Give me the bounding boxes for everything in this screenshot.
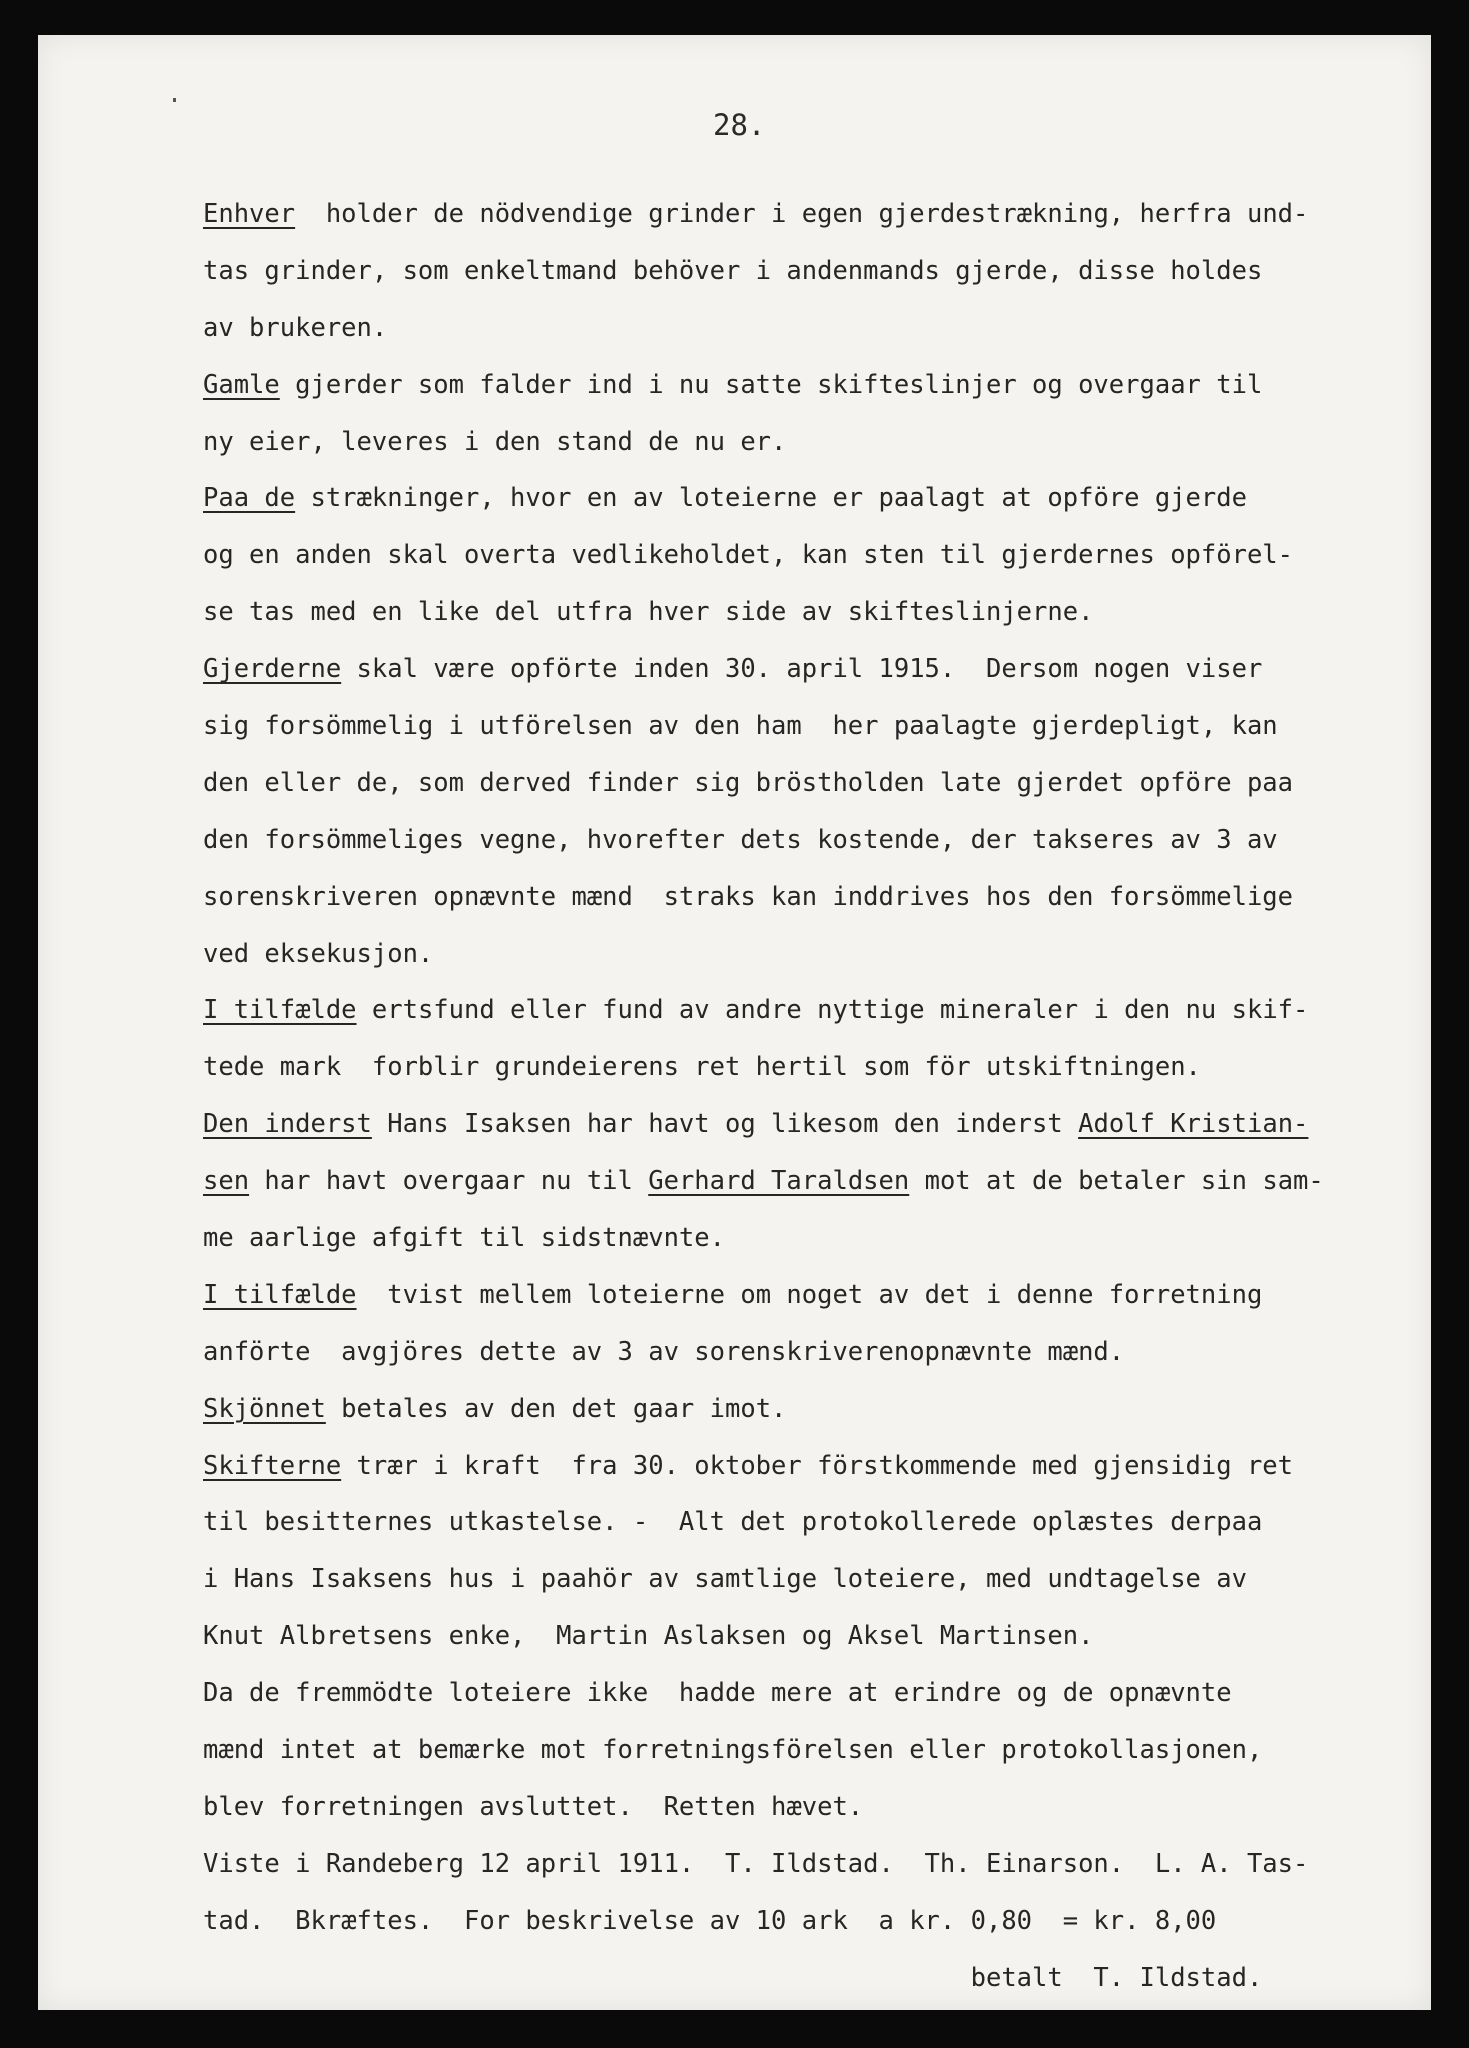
underlined-keyword: I tilfælde xyxy=(203,995,357,1026)
text-line xyxy=(203,1494,1433,1551)
text-line xyxy=(203,1267,1433,1324)
text-segment: tad. Bkræftes. For beskrivelse av 10 ark a kr. 0,80 = kr. 8,00 xyxy=(203,1905,1217,1936)
underlined-keyword: Adolf Kristian- xyxy=(1078,1109,1309,1140)
text-line xyxy=(203,300,1433,357)
text-line xyxy=(203,357,1433,414)
text-line xyxy=(203,527,1433,584)
text-line xyxy=(203,1153,1433,1210)
text-line xyxy=(203,1722,1433,1779)
text-segment: ertsfund eller fund av andre nyttige mineraler i den nu skif- xyxy=(356,995,1309,1026)
text-segment: i Hans Isaksens hus i paahör av samtlige loteiere, med undtagelse av xyxy=(203,1564,1247,1595)
underlined-keyword: Skjönnet xyxy=(203,1393,326,1424)
text-line xyxy=(203,186,1433,243)
text-segment: av brukeren. xyxy=(203,312,388,343)
text-segment: anförte avgjöres dette av 3 av sorenskriverenopnævnte mænd. xyxy=(203,1336,1125,1367)
underlined-keyword: sen xyxy=(203,1166,250,1197)
underlined-keyword: Paa de xyxy=(203,483,296,514)
underlined-keyword: Skifterne xyxy=(203,1450,342,1481)
text-line xyxy=(203,755,1433,812)
text-line xyxy=(203,1893,1433,1950)
text-segment: betales av den det gaar imot. xyxy=(325,1393,787,1424)
text-line xyxy=(203,926,1433,983)
text-segment: tas grinder, som enkeltmand behöver i andenmands gjerde, disse holdes xyxy=(203,255,1263,286)
page-number: 28. xyxy=(713,108,766,142)
text-line xyxy=(203,1950,1433,2007)
text-segment: og en anden skal overta vedlikeholdet, kan sten til gjerdernes opförel- xyxy=(203,540,1294,571)
text-segment: ny eier, leveres i den stand de nu er. xyxy=(203,426,787,457)
text-line xyxy=(203,641,1433,698)
text-line xyxy=(203,1836,1433,1893)
text-segment: tvist mellem loteierne om noget av det i denne forretning xyxy=(356,1279,1263,1310)
text-line xyxy=(203,1381,1433,1438)
text-segment: sig forsömmelig i utförelsen av den ham her paalagte gjerdepligt, kan xyxy=(203,711,1278,742)
text-segment: sorenskriveren opnævnte mænd straks kan inddrives hos den forsömmelige xyxy=(203,881,1294,912)
text-line xyxy=(203,1096,1433,1153)
text-segment: blev forretningen avsluttet. Retten hævet. xyxy=(203,1791,864,1822)
underlined-keyword: Gerhard Taraldsen xyxy=(648,1166,910,1197)
text-line xyxy=(203,470,1433,527)
text-segment: den eller de, som derved finder sig bröstholden late gjerdet opföre paa xyxy=(203,767,1294,798)
text-segment: Hans Isaksen har havt og likesom den inderst xyxy=(371,1109,1079,1140)
underlined-keyword: Enhver xyxy=(203,199,296,229)
paper-speck xyxy=(173,98,176,102)
text-segment: strækninger, hvor en av loteierne er paalagt at opföre gjerde xyxy=(295,483,1247,514)
text-line xyxy=(203,1210,1433,1267)
text-segment: Da de fremmödte loteiere ikke hadde mere at erindre og de opnævnte xyxy=(203,1678,1232,1709)
text-segment: me aarlige afgift til sidstnævnte. xyxy=(203,1223,725,1254)
text-line xyxy=(203,584,1433,641)
text-segment: Viste i Randeberg 12 april 1911. T. Ildstad. Th. Einarson. L. A. Tas- xyxy=(203,1848,1309,1879)
text-segment: skal være opförte inden 30. april 1915. Dersom nogen viser xyxy=(341,654,1263,685)
text-line xyxy=(203,1438,1433,1495)
text-line xyxy=(203,1608,1433,1665)
text-line xyxy=(203,414,1433,471)
text-segment: mot at de betaler sin sam- xyxy=(909,1166,1324,1197)
underlined-keyword: Gamle xyxy=(203,369,280,400)
text-segment: den forsömmeliges vegne, hvorefter dets kostende, der takseres av 3 av xyxy=(203,824,1278,855)
text-segment: ved eksekusjon. xyxy=(203,938,434,969)
text-segment: se tas med en like del utfra hver side av skifteslinjerne. xyxy=(203,597,1094,628)
text-line xyxy=(203,1039,1433,1096)
text-segment: tede mark forblir grundeierens ret hertil som för utskiftningen. xyxy=(203,1052,1201,1083)
text-segment: til besitternes utkastelse. - Alt det protokollerede oplæstes derpaa xyxy=(203,1507,1263,1538)
text-line xyxy=(203,1779,1433,1836)
underlined-keyword: Den inderst xyxy=(203,1109,372,1140)
text-line xyxy=(203,1551,1433,1608)
text-segment: betalt T. Ildstad. xyxy=(203,1962,1263,1993)
text-segment: holder de nödvendige grinder i egen gjerdestrækning, herfra und- xyxy=(295,199,1309,229)
text-line xyxy=(203,812,1433,869)
text-line xyxy=(203,698,1433,755)
text-line xyxy=(203,982,1433,1039)
text-segment: har havt overgaar nu til xyxy=(249,1166,649,1197)
document-body xyxy=(203,186,1433,2007)
text-segment: gjerder som falder ind i nu satte skifteslinjer og overgaar til xyxy=(279,369,1263,400)
text-line xyxy=(203,869,1433,926)
underlined-keyword: I tilfælde xyxy=(203,1279,357,1310)
underlined-keyword: Gjerderne xyxy=(203,654,342,685)
text-segment: mænd intet at bemærke mot forretningsförelsen eller protokollasjonen, xyxy=(203,1735,1263,1766)
text-line xyxy=(203,1665,1433,1722)
text-line xyxy=(203,243,1433,300)
text-line xyxy=(203,1324,1433,1381)
text-segment: trær i kraft fra 30. oktober förstkommende med gjensidig ret xyxy=(341,1450,1294,1481)
text-segment: Knut Albretsens enke, Martin Aslaksen og Aksel Martinsen. xyxy=(203,1621,1094,1652)
